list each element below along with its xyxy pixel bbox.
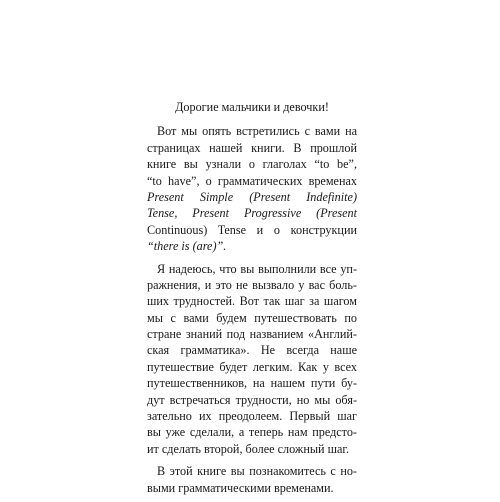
text-line: Continuous) Tense и о конструкции	[147, 222, 357, 237]
paragraph-1	[147, 123, 357, 254]
text-line: В этой книге вы познакомитесь с но-	[157, 464, 357, 479]
text-line: путешественников, на нашем пути бу-	[147, 376, 357, 391]
text-line: книге вы узнали о глаголах “to be”,	[147, 157, 357, 172]
text-line: стране знаний под названием «Англий-	[147, 327, 357, 342]
text-line: путешествие будет легким. Как у всех	[147, 359, 357, 374]
text-line: зательно их преодолеем. Первый шаг	[147, 409, 357, 424]
text-line: ит сделать второй, более сложный шаг.	[147, 441, 350, 456]
text-line: ская грамматика». Не всегда наше	[147, 343, 357, 358]
paragraph-2	[147, 261, 357, 458]
text-line: ших трудностей. Вот так шаг за шагом	[147, 294, 357, 309]
text-line: вы уже сделали, а теперь нам предсто-	[147, 425, 357, 440]
text-line-italic: Tense, Present Progressive (Present	[147, 206, 357, 221]
paragraph-3	[147, 463, 357, 496]
text-column	[147, 99, 357, 502]
page-heading: Дорогие мальчики и девочки!	[175, 100, 329, 114]
text-line-italic: Present Simple (Present Indefinite)	[147, 189, 357, 204]
text-line: мы с вами будем путешествовать по	[147, 310, 357, 325]
text-line: ражнения, и это не вызвало у вас боль-	[147, 277, 357, 292]
text-line: “to have”, о грамматических временах	[147, 173, 357, 188]
text-line-italic: “there is (are)”.	[147, 239, 227, 254]
text-line: Я надеюсь, что вы выполнили все уп-	[157, 261, 357, 276]
text-line: дут встречаться трудности, но мы обя-	[147, 392, 357, 407]
text-line: выми грамматическими временами.	[147, 480, 334, 495]
text-line: Вот мы опять встретились с вами на	[157, 124, 357, 139]
text-line: страницах нашей книги. В прошлой	[147, 140, 357, 155]
